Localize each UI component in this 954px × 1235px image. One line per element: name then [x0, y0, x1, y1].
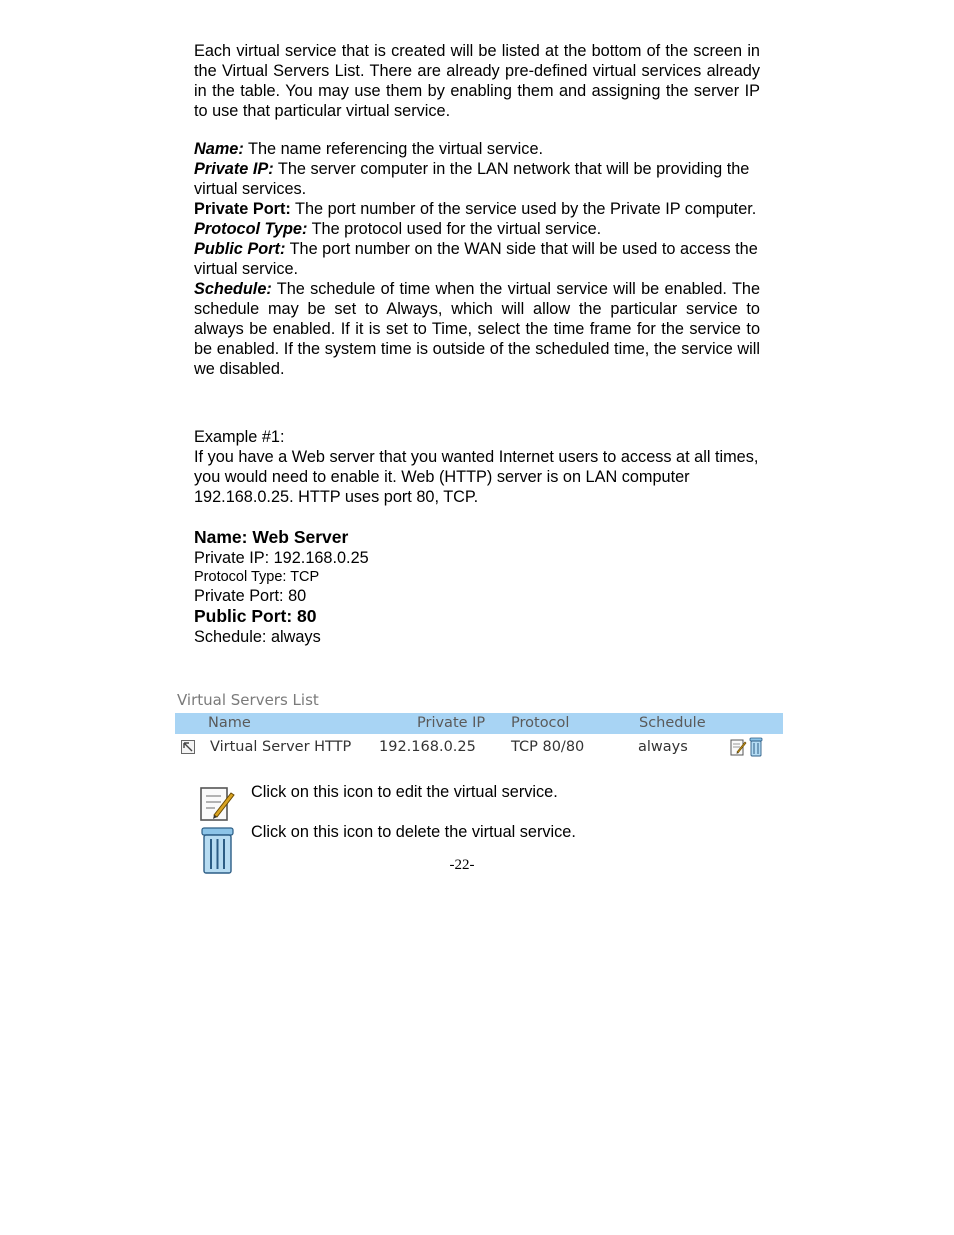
table-header [175, 713, 783, 734]
def-desc: The port number on the WAN side that will be used to access the virtual service. [194, 240, 758, 278]
edit-icon[interactable] [730, 738, 747, 757]
def-private-ip [194, 159, 760, 199]
example-public-port: Public Port: 80 [194, 606, 317, 626]
col-schedule: Schedule [639, 715, 706, 731]
delete-legend-text: Click on this icon to delete the virtual service. [251, 823, 576, 841]
def-desc: The port number of the service used by the Private IP computer. [290, 200, 757, 218]
def-term: Name: [194, 140, 244, 158]
enable-checkbox[interactable] [181, 740, 195, 754]
example-private-port: Private Port: 80 [194, 587, 307, 605]
def-desc: The name referencing the virtual service. [243, 140, 544, 158]
row-schedule: always [638, 739, 688, 755]
def-protocol-type [194, 219, 760, 239]
example-text: If you have a Web server that you wanted Internet users to access at all times, you would need to enable it. Web (HTTP) server is on LAN computer 192.168.0.25. HTTP uses port 80, TCP. [194, 448, 759, 506]
example-section [194, 427, 760, 507]
col-name: Name [208, 715, 251, 731]
row-name: Virtual Server HTTP [210, 739, 352, 755]
row-protocol: TCP 80/80 [511, 739, 585, 755]
col-protocol: Protocol [511, 715, 570, 731]
def-term: Schedule: [194, 280, 272, 298]
check-icon [182, 741, 194, 753]
def-term: Public Port: [194, 240, 286, 258]
example-heading: Example #1: [194, 428, 285, 446]
trash-icon[interactable] [748, 737, 764, 757]
col-private-ip: Private IP [417, 715, 486, 731]
row-private-ip: 192.168.0.25 [379, 739, 476, 755]
def-desc: The protocol used for the virtual service. [307, 220, 602, 238]
example-protocol-type: Protocol Type: TCP [194, 569, 320, 585]
virtual-servers-list [175, 688, 783, 760]
def-term: Protocol Type: [194, 220, 308, 238]
edit-legend-text: Click on this icon to edit the virtual service. [251, 783, 558, 801]
def-term: Private IP: [194, 160, 274, 178]
edit-icon [199, 784, 236, 824]
intro-paragraph: Each virtual service that is created will be listed at the bottom of the screen in the Virtual Servers List. There are already pre-defined virtual services already in the table. You may use them by enabling them and assigning the server IP to use that particular virtual service. [194, 42, 760, 120]
page-number: -22- [449, 857, 475, 873]
def-private-port [194, 199, 760, 219]
list-title: Virtual Servers List [177, 691, 319, 709]
example-schedule: Schedule: always [194, 628, 321, 646]
example-params [194, 527, 760, 647]
def-schedule [194, 279, 760, 379]
table-row [175, 737, 783, 759]
def-desc: The server computer in the LAN network that will be providing the virtual services. [194, 160, 750, 198]
def-public-port [194, 239, 760, 279]
example-private-ip: Private IP: 192.168.0.25 [194, 549, 369, 567]
def-desc: The schedule of time when the virtual service will be enabled. The schedule may be set to Always, which will allow the particular service to always be enabled. If it is set to Time, select the time frame for the service to be enabled. If the system time is outside of the scheduled time, the service will we disabled. [194, 280, 760, 378]
def-term: Private Port: [194, 200, 291, 218]
def-name [194, 139, 760, 159]
definitions [194, 139, 760, 379]
example-name: Name: Web Server [194, 527, 349, 547]
